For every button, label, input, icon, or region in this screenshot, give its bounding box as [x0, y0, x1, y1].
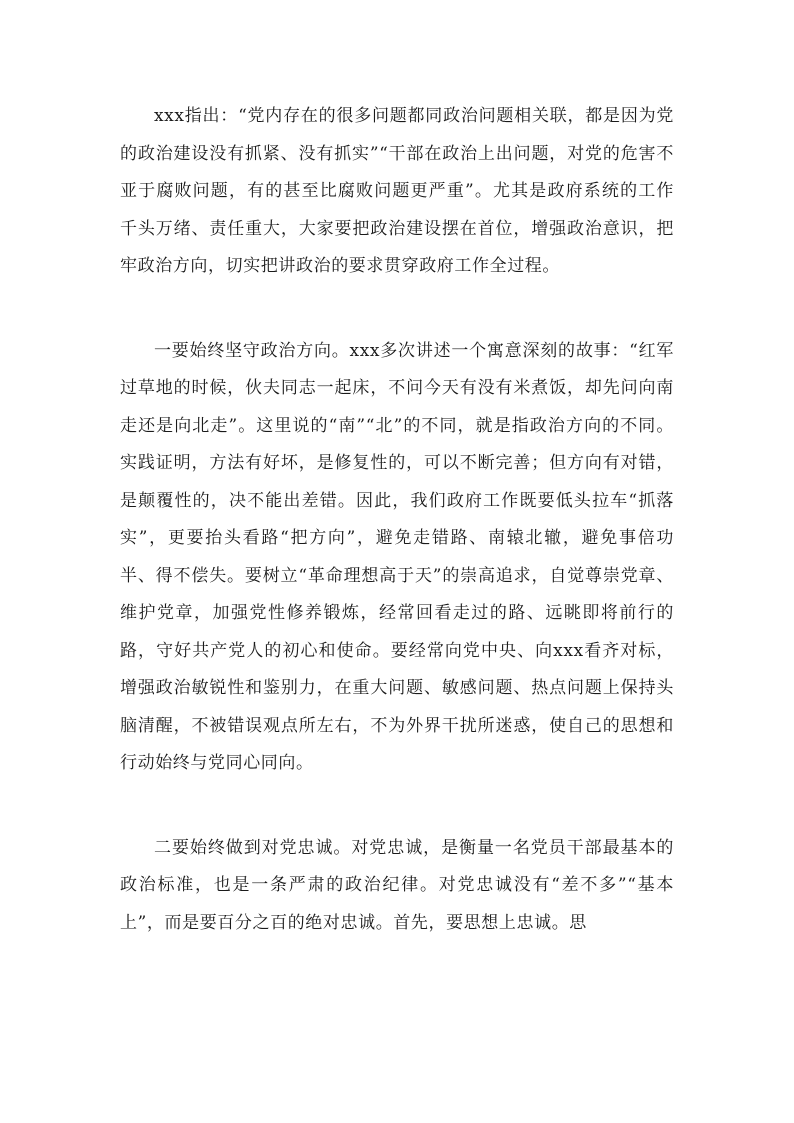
paragraph-intro: xxx指出：“党内存在的很多问题都同政治问题相关联，都是因为党的政治建设没有抓紧、没有抓实”“干部在政治上出问题，对党的危害不亚于腐败问题，有的甚至比腐败问题更严重”。尤其是政府系统的工作千头万绪、责任重大，大家要把政治建设摆在首位，增强政治意识，把牢政治方向，切实把讲政治的要求贯穿政府工作全过程。 [120, 106, 674, 276]
paragraph-spacer [120, 286, 674, 333]
paragraph-party-loyalty: 二要始终做到对党忠诚。对党忠诚，是衡量一名党员干部最基本的政治标准，也是一条严肃的政治纪律。对党忠诚没有“差不多”“基本上”，而是要百分之百的绝对忠诚。首先，要思想上忠诚。思 [120, 837, 674, 933]
paragraph-political-direction: 一要始终坚守政治方向。xxx多次讲述一个寓意深刻的故事：“红军过草地的时候，伙夫同志一起床，不问今天有没有米煮饭，却先问向南走还是向北走”。这里说的“南”“北”的不同，就是指政治方向的不同。实践证明，方法有好坏，是修复性的，可以不断完善；但方向有对错，是颠覆性的，决不能出差错。因此，我们政府工作既要低头拉车“抓落实”，更要抬头看路“把方向”，避免走错路、南辕北辙，避免事倍功半、得不偿失。要树立“革命理想高于天”的崇高追求，自觉尊崇党章、维护党章，加强党性修养锻炼，经常回看走过的路、远眺即将前行的路，守好共产党人的初心和使命。要经常向党中央、向xxx看齐对标，增强政治敏锐性和鉴别力，在重大问题、敏感问题、热点问题上保持头脑清醒，不被错误观点所左右，不为外界干扰所迷惑，使自己的思想和行动始终与党同心同向。 [120, 340, 674, 773]
document-body [120, 98, 674, 942]
paragraph-spacer [120, 783, 674, 830]
